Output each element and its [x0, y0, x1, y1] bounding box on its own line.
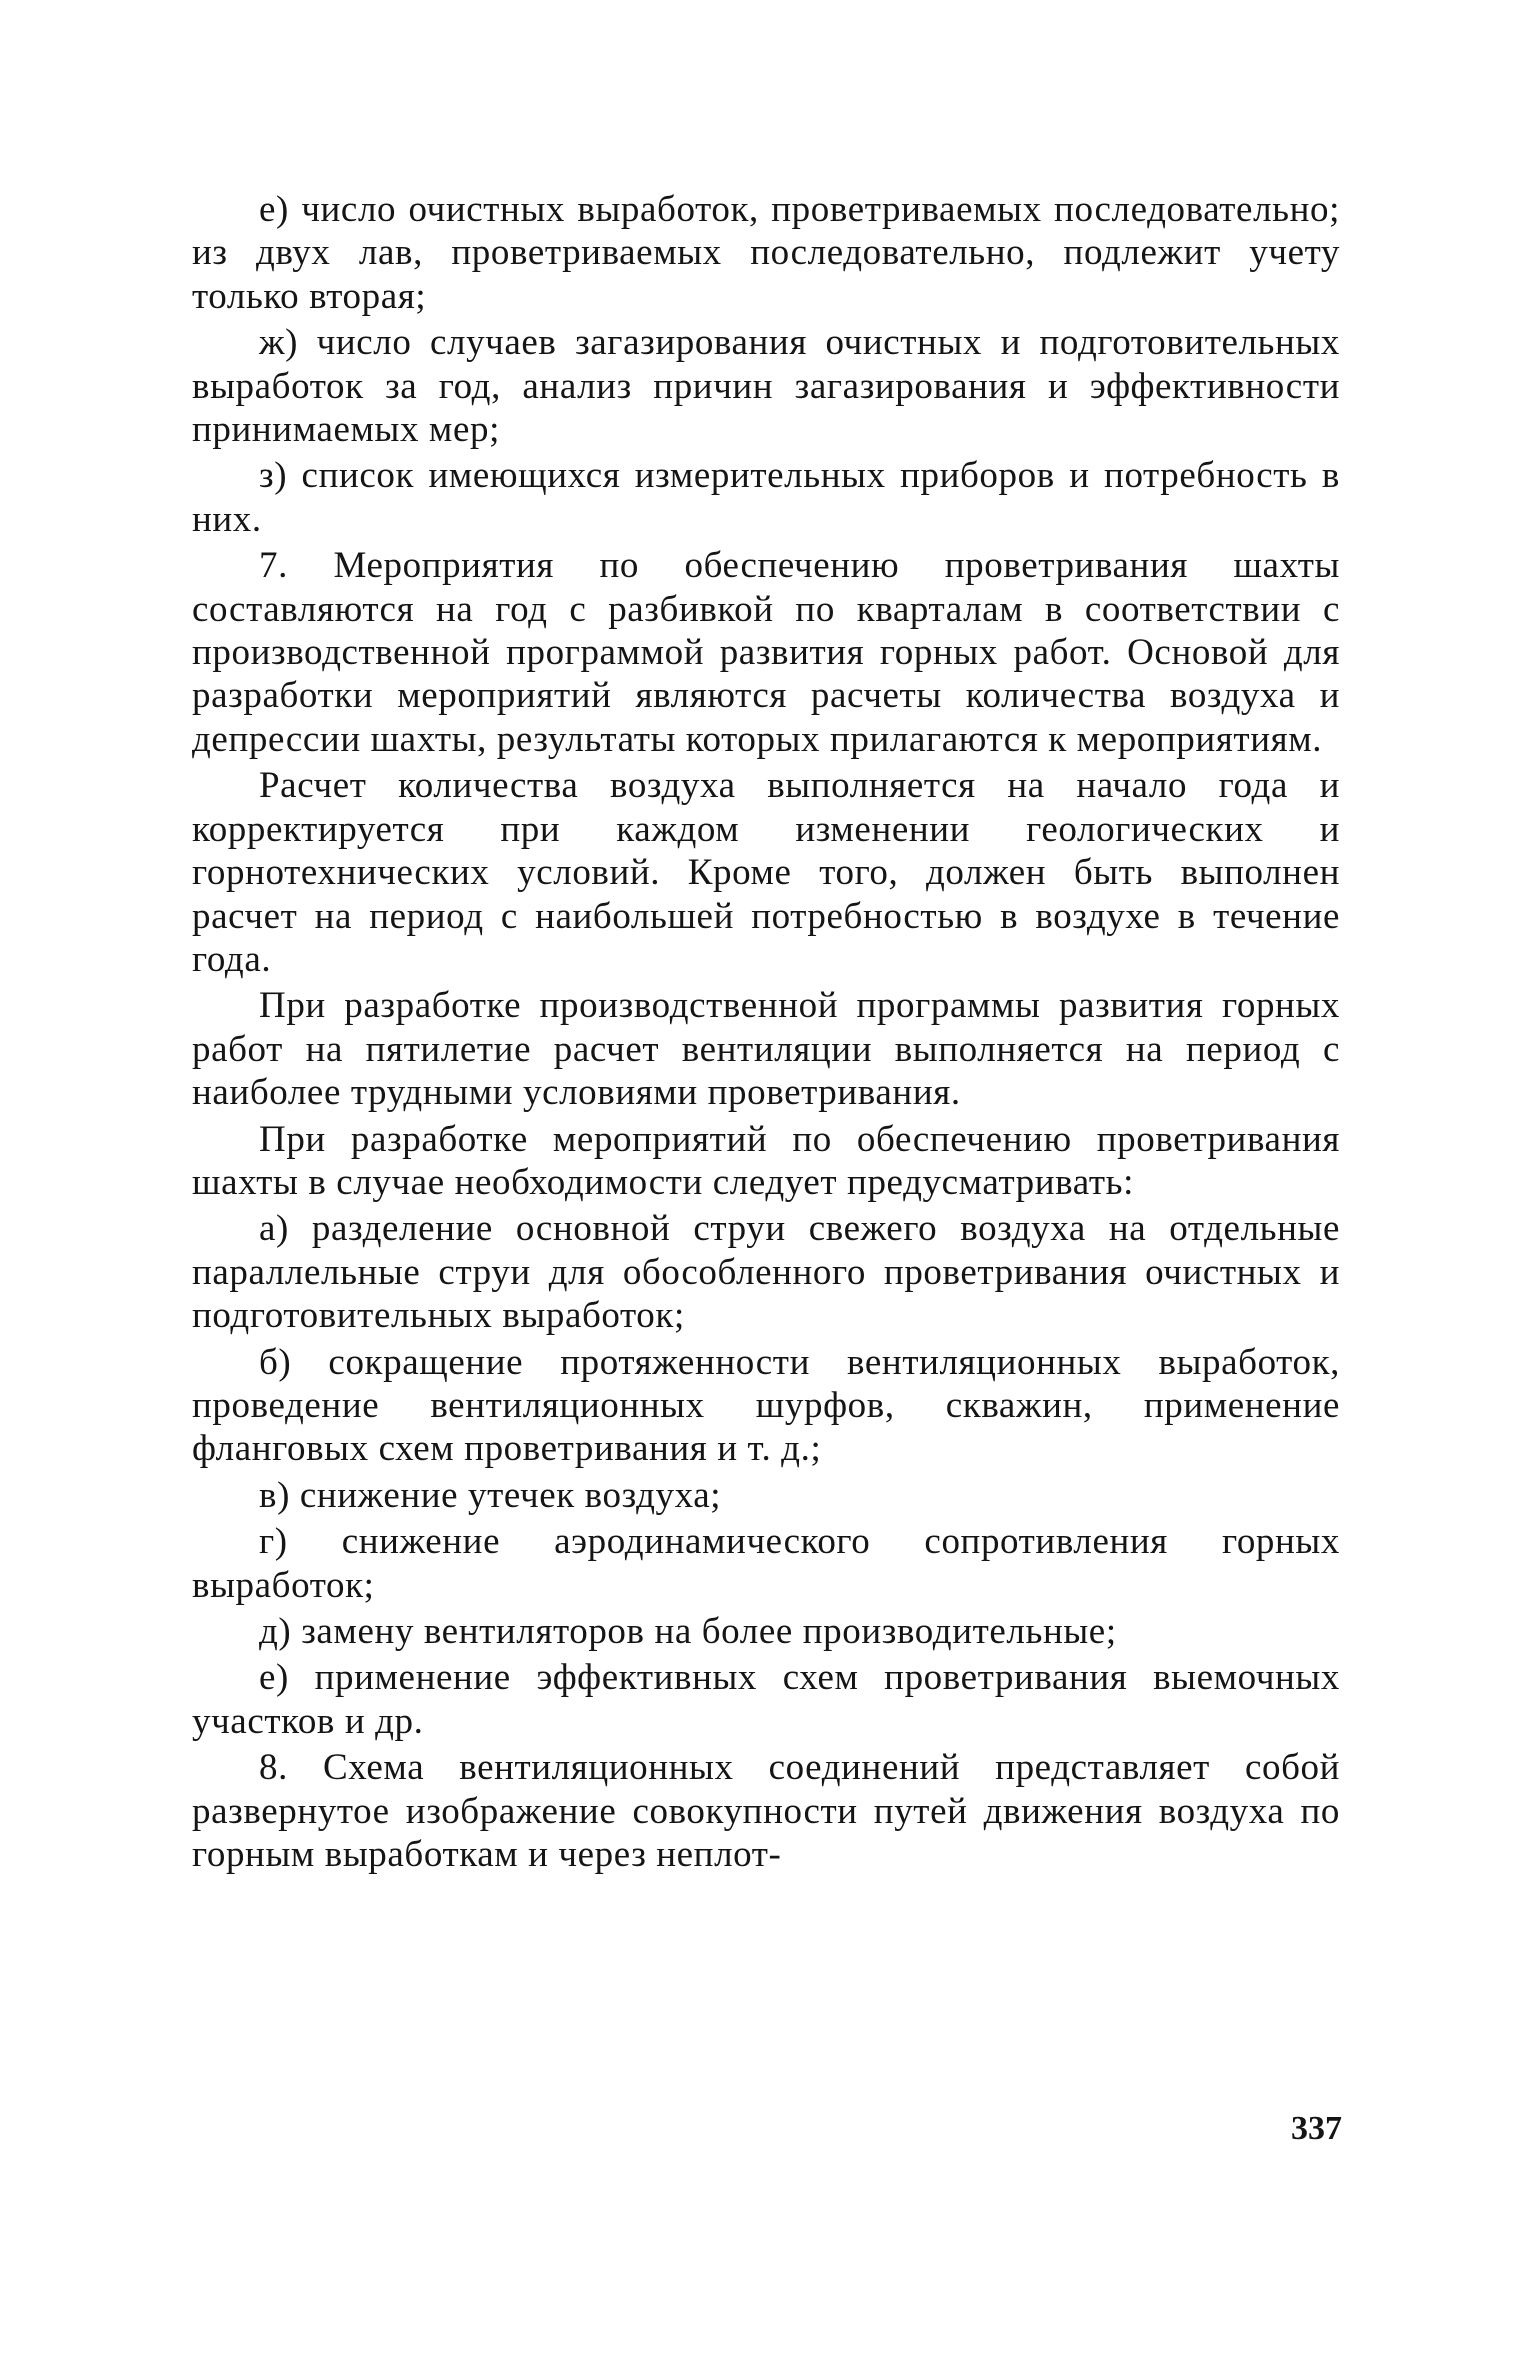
section-7-paragraph: 7. Мероприятия по обеспечению проветривания шахты составляются на год с разбивкой по кварталам в соответствии с производственной программой развития горных работ. Основой для разработки мероприятий являются расчеты количества воздуха и депрессии шахты, результаты которых прилагаются к мероприятиям.	[192, 545, 1340, 760]
list-item-e-ventilation-schemes: е) применение эффективных схем проветривания выемочных участков и др.	[192, 1657, 1340, 1742]
air-quantity-paragraph: Расчет количества воздуха выполняется на начало года и корректируется при каждом изменении геологических и горнотехнических условий. Кроме того, должен быть выполнен расчет на период с наибольшей потребностью в воздухе в течение года.	[192, 765, 1340, 980]
five-year-plan-paragraph: При разработке производственной программы развития горных работ на пятилетие расчет вентиляции выполняется на период с наиболее трудными условиями проветривания.	[192, 985, 1340, 1114]
list-item-b-length-reduction: б) сокращение протяженности вентиляционных выработок, проведение вентиляционных шурфов, скважин, применение фланговых схем проветривания и т. д.;	[192, 1341, 1340, 1470]
list-item-g-resistance-reduction: г) снижение аэродинамического сопротивления горных выработок;	[192, 1521, 1340, 1606]
measures-intro-paragraph: При разработке мероприятий по обеспечению проветривания шахты в случае необходимости следует предусматривать:	[192, 1118, 1340, 1203]
list-item-a-air-split: а) разделение основной струи свежего воздуха на отдельные параллельные струи для обособленного проветривания очистных и подготовительных выработок;	[192, 1208, 1340, 1337]
list-item-z-instruments: з) список имеющихся измерительных приборов и потребность в них.	[192, 455, 1340, 540]
list-item-d-fan-replacement: д) замену вентиляторов на более производительные;	[259, 1611, 1117, 1652]
list-item-v-leak-reduction: в) снижение утечек воздуха;	[259, 1474, 722, 1516]
body-text	[192, 188, 1340, 1879]
list-item-e-sequential-faces: е) число очистных выработок, проветриваемых последовательно; из двух лав, проветриваемых последовательно, подлежит учету только вторая;	[192, 189, 1340, 317]
section-8-paragraph: 8. Схема вентиляционных соединений представляет собой развернутое изображение совокупности путей движения воздуха по горным выработкам и через неплот-	[192, 1747, 1340, 1876]
list-item-zh-gas-cases: ж) число случаев загазирования очистных и подготовительных выработок за год, анализ причин загазирования и эффективности принимаемых мер;	[192, 322, 1340, 451]
page-number: 337	[1291, 2110, 1342, 2147]
